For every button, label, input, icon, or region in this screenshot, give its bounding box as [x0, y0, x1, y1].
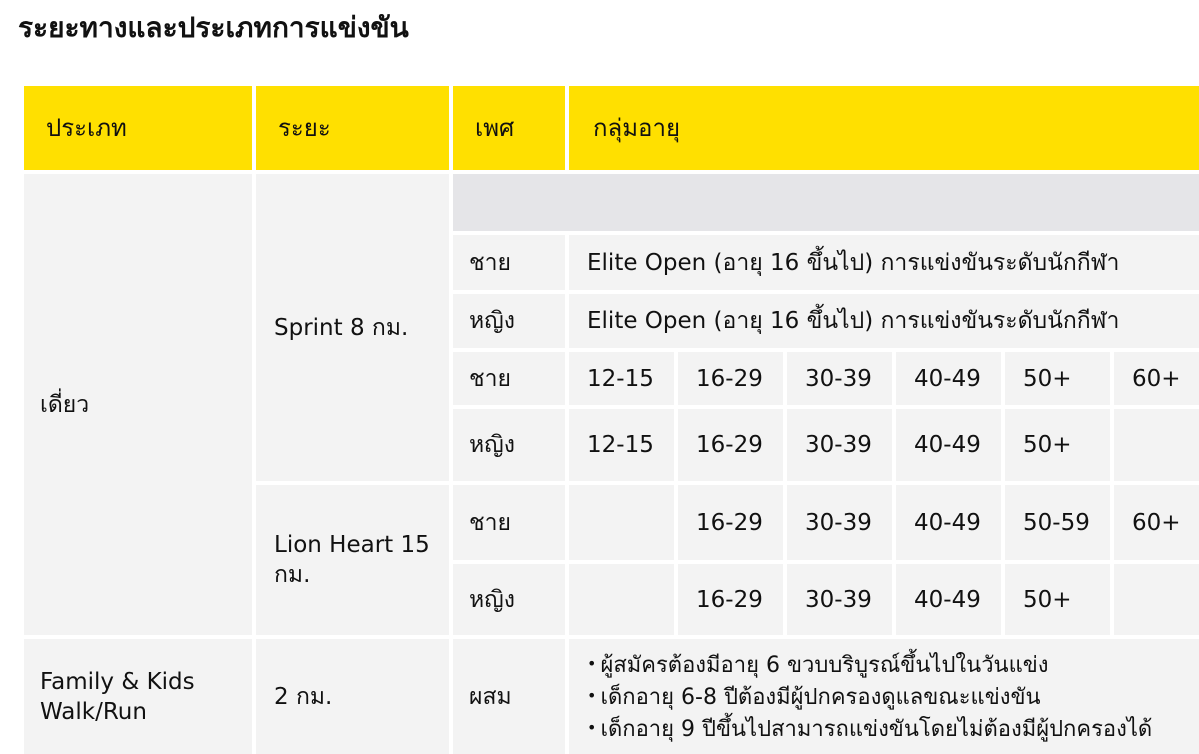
elite-open-male: Elite Open (อายุ 16 ขึ้นไป) การแข่งขันระดับนักกีฬา	[569, 235, 1199, 290]
race-categories-table	[24, 86, 1181, 754]
age-cell: 40-49	[896, 485, 1001, 560]
header-gender: เพศ	[453, 86, 565, 170]
gender-male: ชาย	[453, 485, 565, 560]
bullet-icon: •	[587, 718, 597, 737]
bullet-icon: •	[587, 654, 597, 673]
bullet-icon: •	[587, 686, 597, 705]
distance-family: 2 กม.	[256, 639, 449, 754]
header-type: ประเภท	[24, 86, 252, 170]
age-cell: 60+	[1114, 352, 1199, 405]
type-solo: เดี่ยว	[24, 174, 252, 635]
age-cell: 50-59	[1005, 485, 1110, 560]
age-cell	[569, 564, 674, 635]
gender-female: หญิง	[453, 294, 565, 348]
distance-lion-heart: Lion Heart 15 กม.	[256, 485, 449, 635]
age-cell: 16-29	[678, 564, 783, 635]
family-notes	[569, 639, 1199, 754]
note-text: เด็กอายุ 9 ปีขึ้นไปสามารถแข่งขันโดยไม่ต้องมีผู้ปกครองได้	[600, 717, 1153, 742]
note-item	[587, 649, 1199, 681]
age-cell: 40-49	[896, 564, 1001, 635]
gender-female: หญิง	[453, 409, 565, 481]
type-family-kids: Family & Kids Walk/Run	[24, 639, 252, 754]
age-cell	[1114, 409, 1199, 481]
note-item	[587, 681, 1199, 713]
subheader-band	[453, 174, 1199, 231]
header-age-group: กลุ่มอายุ	[569, 86, 1199, 170]
age-cell: 16-29	[678, 485, 783, 560]
note-item	[587, 713, 1199, 745]
age-cell: 30-39	[787, 485, 892, 560]
age-cell: 12-15	[569, 409, 674, 481]
age-cell: 40-49	[896, 352, 1001, 405]
age-cell: 30-39	[787, 564, 892, 635]
age-cell	[1114, 564, 1199, 635]
age-cell: 12-15	[569, 352, 674, 405]
age-cell: 30-39	[787, 352, 892, 405]
gender-male: ชาย	[453, 352, 565, 405]
page-title: ระยะทางและประเภทการแข่งขัน	[18, 11, 409, 44]
note-text: ผู้สมัครต้องมีอายุ 6 ขวบบริบูรณ์ขึ้นไปในวันแข่ง	[600, 653, 1049, 678]
age-cell: 40-49	[896, 409, 1001, 481]
age-cell: 16-29	[678, 352, 783, 405]
gender-female: หญิง	[453, 564, 565, 635]
gender-male: ชาย	[453, 235, 565, 290]
age-cell: 50+	[1005, 564, 1110, 635]
age-cell	[569, 485, 674, 560]
age-cell: 30-39	[787, 409, 892, 481]
age-cell: 60+	[1114, 485, 1199, 560]
header-distance: ระยะ	[256, 86, 449, 170]
note-text: เด็กอายุ 6-8 ปีต้องมีผู้ปกครองดูแลขณะแข่งขัน	[600, 685, 1041, 710]
age-cell: 50+	[1005, 352, 1110, 405]
elite-open-female: Elite Open (อายุ 16 ขึ้นไป) การแข่งขันระดับนักกีฬา	[569, 294, 1199, 348]
age-cell: 16-29	[678, 409, 783, 481]
gender-mixed: ผสม	[453, 639, 565, 754]
age-cell: 50+	[1005, 409, 1110, 481]
distance-sprint: Sprint 8 กม.	[256, 174, 449, 481]
